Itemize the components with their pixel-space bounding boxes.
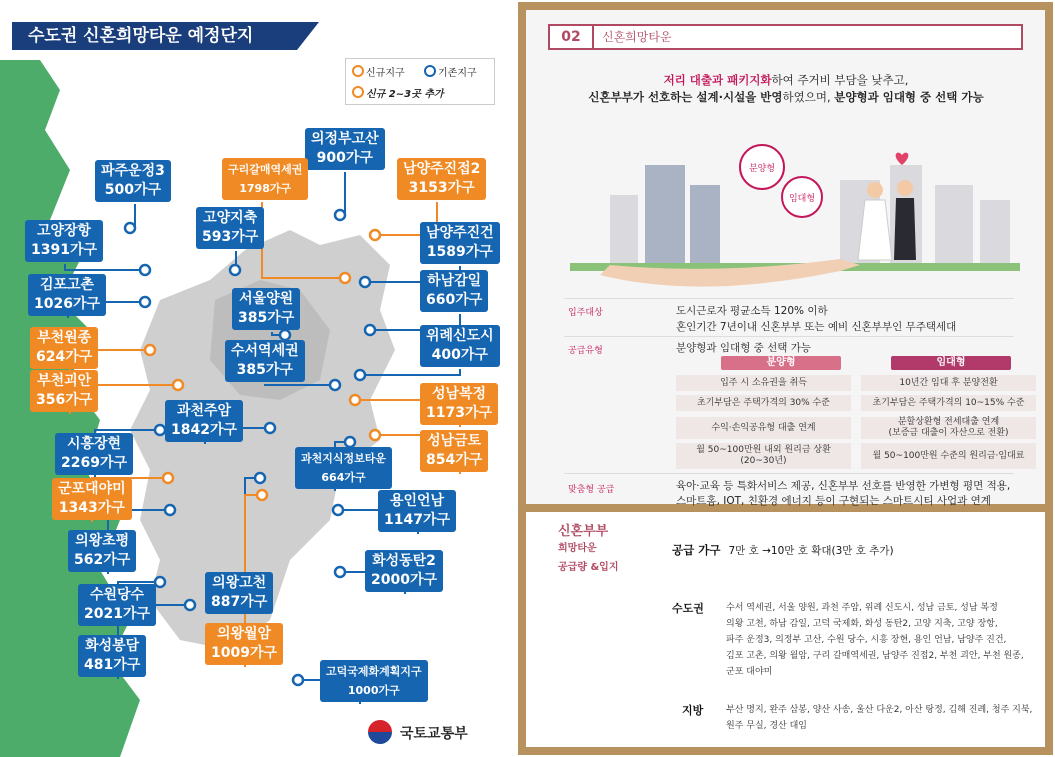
site-label [378, 490, 456, 532]
target-key: 입주대상 [568, 308, 603, 318]
site-marker-icon [340, 273, 350, 283]
site-units: 1343가구 [58, 500, 125, 516]
site-name: 부천괴안 [37, 373, 92, 389]
site-name: 파주운정3 [101, 163, 165, 179]
site-name: 남양주진건 [426, 225, 494, 241]
site-units: 1173가구 [426, 405, 493, 421]
site-label [420, 430, 488, 472]
map-title: 수도권 신혼희망타운 예정단지 [12, 22, 297, 50]
site-name: 화성봉담 [85, 638, 140, 654]
capital-key: 수도권 [672, 602, 704, 615]
sale-cell: 수익·손익공유형 대출 연계 [676, 417, 851, 439]
site-marker-icon [257, 490, 267, 500]
site-label [30, 327, 98, 369]
map-panel [0, 0, 515, 757]
site-label [397, 158, 486, 200]
site-units: 562가구 [74, 552, 131, 568]
site-units: 385가구 [238, 310, 295, 326]
site-label [232, 288, 300, 330]
site-name: 군포대야미 [58, 481, 126, 497]
divider [564, 473, 1014, 474]
site-marker-icon [345, 437, 355, 447]
rent-cell: 분할상환형 전세대출 연계 (보증금 대출이 자산으로 전환) [861, 417, 1036, 439]
sale-cell: 입주 시 소유권을 취득 [676, 375, 851, 391]
site-label [28, 274, 106, 316]
connector-line [340, 172, 345, 215]
type-key: 공급유형 [568, 346, 603, 356]
site-units: 854가구 [426, 452, 483, 468]
bottom-heading: 신혼부부 희망타운 공급량 &입지 [558, 524, 619, 573]
site-label [165, 400, 243, 442]
site-units: 1000가구 [347, 684, 400, 697]
site-name: 과천주암 [176, 403, 232, 419]
site-units: 1589가구 [426, 244, 493, 260]
site-name: 고양장항 [36, 223, 92, 239]
site-marker-icon [165, 505, 175, 515]
rent-cell: 10년간 임대 후 분양전환 [861, 375, 1036, 391]
site-marker-icon [155, 425, 165, 435]
site-name: 고양지축 [203, 210, 258, 226]
site-marker-icon [265, 423, 275, 433]
target-value-1: 도시근로자 평균소득 120% 이하 [676, 305, 828, 317]
site-marker-icon [333, 505, 343, 515]
site-units: 481가구 [84, 657, 141, 673]
site-units: 1842가구 [171, 422, 238, 438]
rent-cell: 월 50~100만원 수준의 원리금·임대료 [861, 443, 1036, 469]
site-marker-icon [293, 675, 303, 685]
site-units: 664가구 [321, 471, 366, 484]
site-name: 수원당수 [89, 587, 145, 603]
site-name: 서울양원 [239, 291, 294, 307]
new-site-marker-icon [352, 65, 364, 77]
capital-site-list [726, 600, 1041, 680]
site-name: 의왕초평 [75, 533, 130, 549]
site-name: 김포고촌 [39, 277, 95, 293]
site-label [52, 478, 132, 520]
site-list-line: 부산 명지, 완주 삼봉, 양산 사송, 울산 다운2, 아산 탕정, 김해 진례, 청주 지북, [726, 705, 1033, 715]
new-site-marker-icon [352, 86, 364, 98]
site-marker-icon [145, 345, 155, 355]
site-label [420, 325, 500, 367]
legend-new: 신규지구 [352, 64, 405, 79]
site-marker-icon [230, 265, 240, 275]
site-marker-icon [280, 330, 290, 340]
site-units: 900가구 [316, 150, 373, 166]
site-name: 위례신도시 [426, 328, 494, 344]
site-marker-icon [330, 380, 340, 390]
site-name: 남양주진접2 [403, 161, 481, 177]
site-name: 수서역세권 [231, 343, 299, 359]
site-list-line: 수서 역세권, 서울 양원, 과천 주암, 위례 신도시, 성남 금토, 성남 복정 [726, 603, 998, 613]
rent-cell: 초기부담은 주택가격의 10~15% 수준 [861, 395, 1036, 411]
site-marker-icon [350, 395, 360, 405]
site-marker-icon [163, 473, 173, 483]
site-label [420, 222, 500, 264]
ministry-name: 국토교통부 [400, 726, 468, 742]
site-units: 1147가구 [384, 512, 451, 528]
site-name: 부천원종 [37, 330, 92, 346]
site-units: 500가구 [104, 182, 162, 198]
site-marker-icon [140, 265, 150, 275]
supply-line: 공급 가구 7만 호 →10만 호 확대(3만 호 추가) [672, 543, 894, 557]
map-legend [345, 58, 495, 105]
site-marker-icon [185, 600, 195, 610]
section-number: 02 [550, 26, 594, 48]
site-name: 의왕고천 [212, 575, 267, 591]
local-key: 지방 [682, 704, 704, 717]
newlywed-illustration [540, 125, 1035, 290]
site-units: 356가구 [36, 392, 93, 408]
col-sale-header: 분양형 [721, 356, 841, 370]
custom-value-1: 육아·교육 등 특화서비스 제공, 신혼부부 선호를 반영한 가변형 평면 적용, [676, 480, 1011, 492]
site-units: 385가구 [236, 362, 293, 378]
site-marker-icon [365, 325, 375, 335]
site-label [205, 623, 283, 665]
site-marker-icon [355, 370, 365, 380]
site-label [320, 660, 428, 702]
site-marker-icon [360, 277, 370, 287]
site-marker-icon [125, 223, 135, 233]
site-label [420, 270, 488, 312]
brochure-frame [518, 2, 1053, 755]
site-name: 용인언남 [389, 493, 445, 509]
custom-key: 맞춤형 공급 [568, 485, 615, 495]
brochure-bottom-card [526, 512, 1045, 747]
section-name: 신혼희망타운 [602, 30, 672, 44]
site-units: 1391가구 [31, 242, 98, 258]
site-name: 과천지식정보타운 [301, 452, 387, 465]
site-units: 400가구 [431, 347, 488, 363]
site-units: 1798가구 [239, 182, 292, 195]
site-label [305, 128, 385, 170]
site-marker-icon [335, 210, 345, 220]
site-marker-icon [140, 297, 150, 307]
site-units: 887가구 [211, 594, 268, 610]
site-list-line: 김포 고촌, 의왕 월암, 구리 갈매역세권, 남양주 진접2, 부천 괴안, 부천 원종, [726, 651, 1024, 661]
sale-cell: 초기부담은 주택가격의 30% 수준 [676, 395, 851, 411]
illus-sale-label: 분양형 [748, 164, 776, 174]
connector-line [265, 384, 335, 385]
site-name: 성남금토 [427, 433, 482, 449]
section-header [548, 24, 1023, 50]
site-marker-icon [155, 577, 165, 587]
target-value-2: 혼인기간 7년이내 신혼부부 또는 예비 신혼부부인 무주택세대 [676, 321, 957, 333]
intro-text: 저리 대출과 패키지화하여 주거비 부담을 낮추고, 신혼부부가 선호하는 설계·시설을 반영하였으며, 분양형과 임대형 중 선택 가능 [588, 73, 984, 104]
site-units: 1009가구 [211, 645, 278, 661]
site-label [225, 340, 305, 382]
site-label [196, 207, 264, 249]
site-name: 성남복정 [431, 386, 487, 402]
site-units: 593가구 [202, 229, 259, 245]
site-label [25, 220, 103, 262]
site-units: 2000가구 [371, 572, 438, 588]
site-units: 2269가구 [61, 455, 128, 471]
illus-rent-label: 임대형 [788, 194, 816, 204]
brochure-top-card [526, 10, 1045, 507]
existing-site-marker-icon [424, 65, 436, 77]
site-label [30, 370, 98, 412]
site-name: 하남감일 [427, 273, 482, 289]
government-emblem-icon [368, 720, 392, 744]
site-list-line: 의왕 고천, 하남 감일, 고덕 국제화, 화성 동탄2, 고양 지축, 고양 장항, [726, 619, 998, 629]
divider [564, 298, 1014, 299]
site-units: 2021가구 [84, 606, 151, 622]
local-site-list [726, 702, 1041, 734]
site-list-line: 파주 운정3, 의정부 고산, 수원 당수, 시흥 장현, 용인 언남, 남양주 진건, [726, 635, 1007, 645]
site-name: 고덕국제화계획지구 [326, 665, 422, 678]
site-name: 의정부고산 [311, 131, 379, 147]
site-list-line: 군포 대야미 [726, 667, 773, 677]
site-label [365, 550, 443, 592]
legend-existing: 기존지구 [424, 64, 477, 79]
site-list-line: 원주 무실, 경산 대임 [726, 721, 807, 731]
sale-cell: 월 50~100만원 내외 원리금 상환 (20~30년) [676, 443, 851, 469]
site-marker-icon [173, 380, 183, 390]
site-name: 시흥장현 [66, 436, 122, 452]
site-units: 3153가구 [408, 180, 475, 196]
custom-value-2: 스마트홈, IOT, 친환경 에너지 등이 구현되는 스마트시티 사업과 연계 [676, 495, 991, 507]
site-label [78, 584, 156, 626]
site-label [95, 160, 171, 202]
site-units: 1026가구 [34, 296, 101, 312]
site-units: 660가구 [426, 292, 483, 308]
legend-additional: 신규 2~3곳 추가 [352, 85, 444, 100]
site-label [68, 530, 136, 572]
site-label [205, 572, 273, 614]
site-name: 화성동탄2 [372, 553, 436, 569]
site-name: 구리갈매역세권 [228, 163, 303, 176]
type-value: 분양형과 임대형 중 선택 가능 [676, 342, 812, 354]
divider [564, 336, 1014, 337]
site-marker-icon [255, 473, 265, 483]
site-marker-icon [335, 567, 345, 577]
site-label [222, 158, 308, 200]
site-units: 624가구 [36, 349, 93, 365]
site-label [420, 383, 498, 425]
col-rent-header: 임대형 [891, 356, 1011, 370]
site-marker-icon [370, 230, 380, 240]
site-label [55, 433, 133, 475]
map-title-ribbon [297, 22, 319, 50]
site-label [295, 447, 392, 489]
site-name: 의왕월암 [216, 626, 272, 642]
site-marker-icon [370, 430, 380, 440]
site-label [78, 635, 146, 677]
